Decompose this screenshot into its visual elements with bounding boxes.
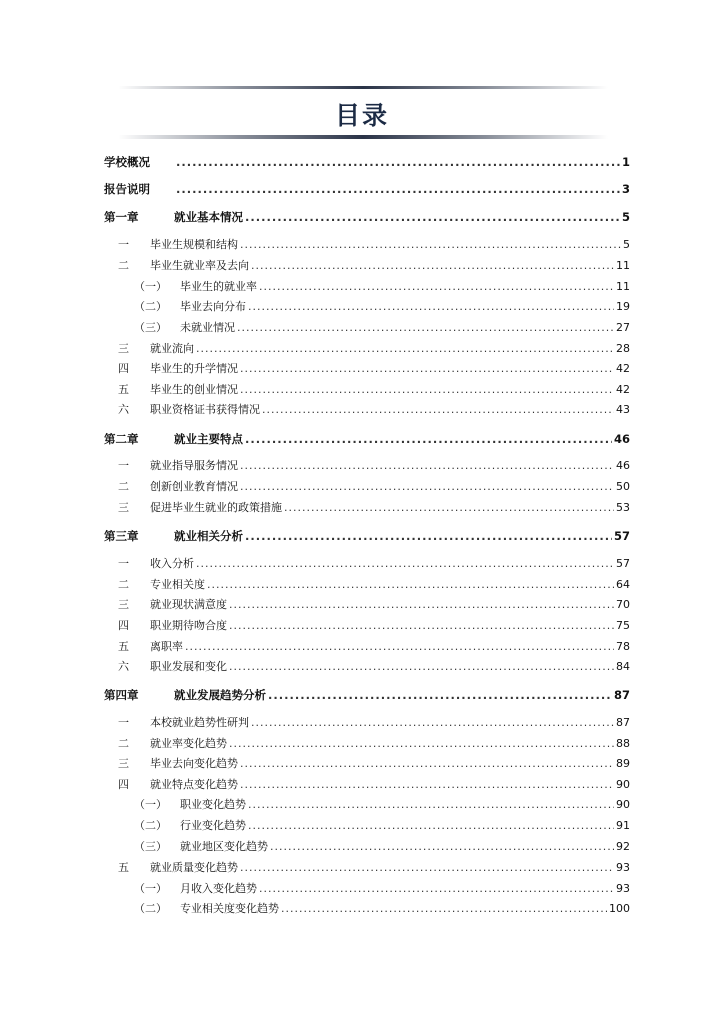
toc-entry[interactable] bbox=[118, 557, 630, 571]
toc-leader bbox=[229, 598, 614, 612]
toc-leader bbox=[251, 259, 614, 273]
toc-entry-page: 11 bbox=[616, 280, 630, 293]
toc-entry-page: 11 bbox=[616, 259, 630, 272]
toc-entry[interactable] bbox=[104, 529, 630, 543]
toc-leader bbox=[240, 459, 614, 473]
toc-entry-number: 第三章 bbox=[104, 529, 139, 543]
toc-entry-page: 46 bbox=[613, 432, 630, 446]
toc-leader bbox=[240, 238, 621, 252]
toc-entry-number: 五 bbox=[118, 383, 129, 396]
toc-entry-label: 月收入变化趋势 bbox=[180, 882, 257, 895]
toc-entry-page: 90 bbox=[616, 778, 630, 791]
toc-entry-page: 88 bbox=[616, 737, 630, 750]
toc-leader bbox=[268, 688, 612, 702]
toc-entry-label: 离职率 bbox=[150, 640, 183, 653]
toc-leader bbox=[240, 480, 614, 494]
toc-entry-number: 三 bbox=[118, 342, 129, 355]
toc-entry[interactable] bbox=[118, 459, 630, 473]
toc-entry[interactable] bbox=[118, 362, 630, 376]
toc-entry[interactable] bbox=[118, 598, 630, 612]
toc-entry[interactable] bbox=[118, 737, 630, 751]
toc-leader bbox=[248, 798, 614, 812]
toc-leader bbox=[248, 300, 614, 314]
toc-entry[interactable] bbox=[118, 861, 630, 875]
toc-entry[interactable] bbox=[118, 619, 630, 633]
toc-entry-label: 就业发展趋势分析 bbox=[174, 688, 266, 702]
toc-entry-number: 四 bbox=[118, 619, 129, 632]
toc-entry-page: 57 bbox=[616, 557, 630, 570]
toc-entry-label: 就业指导服务情况 bbox=[150, 459, 238, 472]
toc-entry[interactable] bbox=[134, 300, 630, 314]
toc-entry[interactable] bbox=[134, 840, 630, 854]
toc-entry-label: 创新创业教育情况 bbox=[150, 480, 238, 493]
toc-entry[interactable] bbox=[134, 798, 630, 812]
toc-entry-page: 87 bbox=[616, 716, 630, 729]
toc-entry-number: 三 bbox=[118, 598, 129, 611]
toc-entry-page: 43 bbox=[616, 403, 630, 416]
toc-entry-number: 第四章 bbox=[104, 688, 139, 702]
toc-leader bbox=[240, 757, 614, 771]
toc-entry-number: 一 bbox=[118, 716, 129, 729]
toc-entry[interactable] bbox=[118, 778, 630, 792]
toc-entry-page: 42 bbox=[616, 383, 630, 396]
toc-entry-label: 专业相关度 bbox=[150, 578, 205, 591]
toc-entry-number: 五 bbox=[118, 861, 129, 874]
toc-entry-number: （二） bbox=[134, 300, 167, 313]
toc-entry-page: 93 bbox=[616, 861, 630, 874]
toc-entry[interactable] bbox=[118, 640, 630, 654]
toc-entry-page: 91 bbox=[616, 819, 630, 832]
toc-entry-label: 毕业生的升学情况 bbox=[150, 362, 238, 375]
toc-entry[interactable] bbox=[118, 716, 630, 730]
toc-entry-number: （二） bbox=[134, 819, 167, 832]
toc-entry[interactable] bbox=[104, 210, 630, 224]
toc-entry-label: 就业率变化趋势 bbox=[150, 737, 227, 750]
toc-entry-page: 89 bbox=[616, 757, 630, 770]
toc-entry-label: 毕业生的就业率 bbox=[180, 280, 257, 293]
toc-entry-page: 93 bbox=[616, 882, 630, 895]
toc-entry-label: 职业资格证书获得情况 bbox=[150, 403, 260, 416]
toc-entry-page: 53 bbox=[616, 501, 630, 514]
toc-entry[interactable] bbox=[134, 321, 630, 335]
toc-entry-page: 19 bbox=[616, 300, 630, 313]
toc-entry-label: 职业期待吻合度 bbox=[150, 619, 227, 632]
toc-entry[interactable] bbox=[118, 383, 630, 397]
page-title: 目录 bbox=[334, 101, 389, 130]
toc-entry[interactable] bbox=[134, 280, 630, 294]
toc-leader bbox=[229, 660, 614, 674]
toc-leader bbox=[229, 619, 614, 633]
toc-entry-number: 二 bbox=[118, 578, 129, 591]
toc-entry-label: 就业地区变化趋势 bbox=[180, 840, 268, 853]
toc-entry-number: 第二章 bbox=[104, 432, 139, 446]
toc-entry-number: 二 bbox=[118, 259, 129, 272]
toc-entry-page: 64 bbox=[616, 578, 630, 591]
toc-entry-page: 5 bbox=[621, 210, 630, 224]
toc-entry-number: 第一章 bbox=[104, 210, 139, 224]
toc-entry-page: 57 bbox=[613, 529, 630, 543]
toc-entry[interactable] bbox=[118, 480, 630, 494]
toc-entry-label: 促进毕业生就业的政策措施 bbox=[150, 501, 282, 514]
toc-leader bbox=[240, 383, 614, 397]
toc-entry-number: 五 bbox=[118, 640, 129, 653]
toc-leader bbox=[284, 501, 614, 515]
toc-entry-number: 三 bbox=[118, 757, 129, 770]
toc-leader bbox=[245, 210, 620, 224]
toc-entry[interactable] bbox=[134, 902, 630, 916]
toc-leader bbox=[270, 840, 614, 854]
toc-entry-number: （三） bbox=[134, 321, 167, 334]
toc-entry-label: 行业变化趋势 bbox=[180, 819, 246, 832]
toc-entry-number: 学校概况 bbox=[104, 155, 150, 169]
toc-leader bbox=[245, 432, 612, 446]
toc-entry-label: 就业主要特点 bbox=[174, 432, 243, 446]
toc-entry[interactable] bbox=[118, 757, 630, 771]
toc-entry-number: 报告说明 bbox=[104, 182, 150, 196]
toc-entry-page: 87 bbox=[613, 688, 630, 702]
toc-entry-label: 毕业生的创业情况 bbox=[150, 383, 238, 396]
toc-entry-page: 75 bbox=[616, 619, 630, 632]
toc-entry-page: 28 bbox=[616, 342, 630, 355]
toc-entry-number: 二 bbox=[118, 480, 129, 493]
toc-entry-number: 一 bbox=[118, 238, 129, 251]
toc-entry-page: 5 bbox=[623, 238, 630, 251]
toc-leader bbox=[240, 362, 614, 376]
toc-leader bbox=[245, 529, 612, 543]
toc-leader bbox=[196, 342, 614, 356]
toc-leader bbox=[240, 861, 614, 875]
toc-entry-page: 3 bbox=[621, 182, 630, 196]
toc-entry[interactable] bbox=[118, 660, 630, 674]
toc-entry-page: 70 bbox=[616, 598, 630, 611]
toc-entry-page: 92 bbox=[616, 840, 630, 853]
toc-entry-number: 四 bbox=[118, 362, 129, 375]
toc-leader bbox=[237, 321, 614, 335]
toc-entry-label: 职业变化趋势 bbox=[180, 798, 246, 811]
toc-entry-label: 毕业生就业率及去向 bbox=[150, 259, 249, 272]
toc-leader bbox=[176, 155, 620, 169]
title-bottom-rule bbox=[118, 135, 608, 139]
toc-entry-page: 1 bbox=[621, 155, 630, 169]
toc-leader bbox=[251, 716, 614, 730]
toc-leader bbox=[185, 640, 614, 654]
toc-entry-number: 六 bbox=[118, 660, 129, 673]
toc-entry-page: 100 bbox=[609, 902, 630, 915]
toc-entry-number: 三 bbox=[118, 501, 129, 514]
toc-entry[interactable] bbox=[118, 259, 630, 273]
toc-leader bbox=[229, 737, 614, 751]
toc-entry-number: 六 bbox=[118, 403, 129, 416]
toc-entry-page: 90 bbox=[616, 798, 630, 811]
toc-entry-page: 84 bbox=[616, 660, 630, 673]
toc-entry-number: （二） bbox=[134, 902, 167, 915]
toc-entry[interactable] bbox=[118, 342, 630, 356]
toc-leader bbox=[240, 778, 614, 792]
toc-entry[interactable] bbox=[118, 578, 630, 592]
toc-entry-label: 毕业生规模和结构 bbox=[150, 238, 238, 251]
toc-entry-label: 未就业情况 bbox=[180, 321, 235, 334]
toc-entry-number: （一） bbox=[134, 280, 167, 293]
toc-entry-label: 就业质量变化趋势 bbox=[150, 861, 238, 874]
toc-entry-page: 42 bbox=[616, 362, 630, 375]
toc-leader bbox=[248, 819, 614, 833]
toc-entry-label: 就业基本情况 bbox=[174, 210, 243, 224]
toc-entry-number: 一 bbox=[118, 459, 129, 472]
toc-leader bbox=[176, 182, 620, 196]
toc-entry-label: 毕业去向变化趋势 bbox=[150, 757, 238, 770]
toc-entry-label: 就业流向 bbox=[150, 342, 194, 355]
toc-entry-label: 就业现状满意度 bbox=[150, 598, 227, 611]
toc-leader bbox=[259, 280, 614, 294]
toc-leader bbox=[259, 882, 614, 896]
toc-entry[interactable] bbox=[104, 182, 630, 196]
toc-leader bbox=[281, 902, 607, 916]
toc-entry-label: 毕业去向分布 bbox=[180, 300, 246, 313]
toc-entry-number: 四 bbox=[118, 778, 129, 791]
toc-leader bbox=[262, 403, 614, 417]
toc-entry-label: 专业相关度变化趋势 bbox=[180, 902, 279, 915]
toc-entry[interactable] bbox=[104, 155, 630, 169]
toc-entry[interactable] bbox=[118, 238, 630, 252]
title-top-rule bbox=[118, 86, 608, 89]
toc-entry-number: （三） bbox=[134, 840, 167, 853]
toc-leader bbox=[196, 557, 614, 571]
toc-entry[interactable] bbox=[104, 432, 630, 446]
toc-entry-label: 就业相关分析 bbox=[174, 529, 243, 543]
toc-entry-label: 就业特点变化趋势 bbox=[150, 778, 238, 791]
toc-entry-label: 职业发展和变化 bbox=[150, 660, 227, 673]
toc-entry-page: 50 bbox=[616, 480, 630, 493]
toc-entry-page: 78 bbox=[616, 640, 630, 653]
toc-entry-number: 二 bbox=[118, 737, 129, 750]
toc-entry-label: 本校就业趋势性研判 bbox=[150, 716, 249, 729]
toc-entry[interactable] bbox=[118, 501, 630, 515]
toc-entry[interactable] bbox=[134, 819, 630, 833]
toc-entry[interactable] bbox=[118, 403, 630, 417]
toc-entry-number: （一） bbox=[134, 882, 167, 895]
toc-entry-page: 27 bbox=[616, 321, 630, 334]
toc-entry[interactable] bbox=[134, 882, 630, 896]
toc-entry[interactable] bbox=[104, 688, 630, 702]
toc-entry-page: 46 bbox=[616, 459, 630, 472]
toc-entry-label: 收入分析 bbox=[150, 557, 194, 570]
toc-entry-number: （一） bbox=[134, 798, 167, 811]
toc-entry-number: 一 bbox=[118, 557, 129, 570]
toc-leader bbox=[207, 578, 614, 592]
